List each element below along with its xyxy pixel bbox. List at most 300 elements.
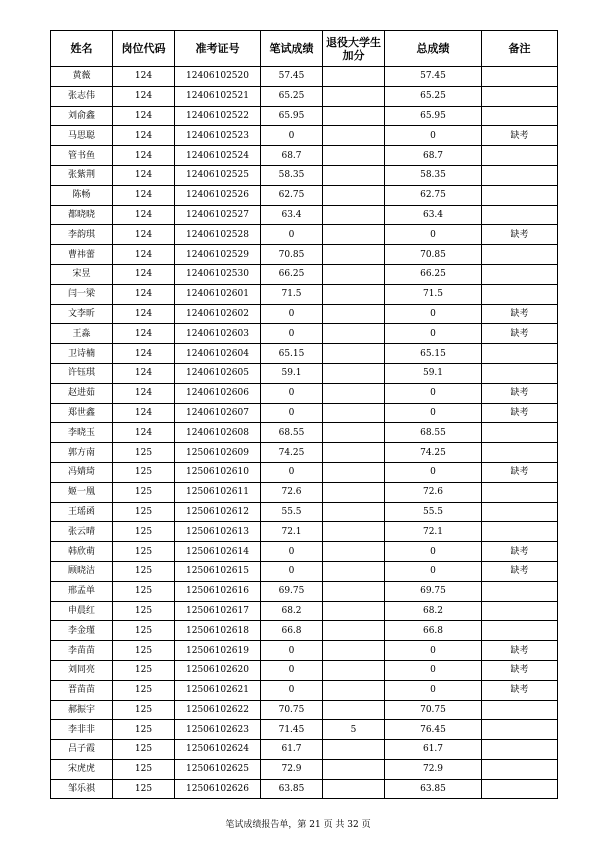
- cell-veteran-bonus: [323, 621, 385, 641]
- cell-written-score: 0: [261, 680, 323, 700]
- table-row: [51, 67, 558, 87]
- table-row: [51, 324, 558, 344]
- cell-written-score: 68.2: [261, 601, 323, 621]
- cell-veteran-bonus: [323, 759, 385, 779]
- cell-remark: 缺考: [482, 403, 558, 423]
- cell-name: 邹乐祺: [51, 779, 113, 799]
- cell-veteran-bonus: [323, 482, 385, 502]
- cell-written-score: 59.1: [261, 363, 323, 383]
- cell-remark: [482, 106, 558, 126]
- cell-written-score: 68.7: [261, 146, 323, 166]
- cell-ticket-number: 12506102613: [175, 522, 261, 542]
- cell-name: 宋虎虎: [51, 759, 113, 779]
- cell-written-score: 0: [261, 225, 323, 245]
- cell-written-score: 65.95: [261, 106, 323, 126]
- table-row: [51, 423, 558, 443]
- cell-written-score: 0: [261, 126, 323, 146]
- cell-name: 冯婧琦: [51, 462, 113, 482]
- table-row: [51, 86, 558, 106]
- cell-position-code: 125: [113, 542, 175, 562]
- cell-veteran-bonus: [323, 284, 385, 304]
- cell-veteran-bonus: [323, 522, 385, 542]
- cell-veteran-bonus: [323, 561, 385, 581]
- cell-remark: [482, 581, 558, 601]
- cell-veteran-bonus: [323, 462, 385, 482]
- cell-veteran-bonus: [323, 67, 385, 87]
- cell-written-score: 72.1: [261, 522, 323, 542]
- cell-remark: [482, 165, 558, 185]
- cell-name: 赵进茹: [51, 383, 113, 403]
- cell-ticket-number: 12506102615: [175, 561, 261, 581]
- cell-position-code: 124: [113, 344, 175, 364]
- cell-total-score: 65.95: [385, 106, 482, 126]
- cell-position-code: 124: [113, 304, 175, 324]
- cell-name: 顾晓洁: [51, 561, 113, 581]
- cell-ticket-number: 12406102524: [175, 146, 261, 166]
- cell-ticket-number: 12506102614: [175, 542, 261, 562]
- cell-name: 闫一梁: [51, 284, 113, 304]
- table-row: [51, 304, 558, 324]
- cell-total-score: 0: [385, 542, 482, 562]
- table-row: [51, 146, 558, 166]
- cell-veteran-bonus: 5: [323, 720, 385, 740]
- cell-position-code: 125: [113, 660, 175, 680]
- cell-position-code: 124: [113, 423, 175, 443]
- header-total-score: 总成绩: [385, 31, 482, 67]
- cell-remark: [482, 700, 558, 720]
- table-row: [51, 363, 558, 383]
- cell-total-score: 72.9: [385, 759, 482, 779]
- table-row: [51, 601, 558, 621]
- cell-position-code: 125: [113, 720, 175, 740]
- cell-position-code: 124: [113, 146, 175, 166]
- cell-total-score: 0: [385, 641, 482, 661]
- cell-veteran-bonus: [323, 601, 385, 621]
- cell-position-code: 125: [113, 740, 175, 760]
- table-row: [51, 106, 558, 126]
- cell-veteran-bonus: [323, 324, 385, 344]
- cell-total-score: 57.45: [385, 67, 482, 87]
- cell-remark: 缺考: [482, 680, 558, 700]
- cell-position-code: 124: [113, 363, 175, 383]
- cell-ticket-number: 12406102529: [175, 245, 261, 265]
- cell-written-score: 63.85: [261, 779, 323, 799]
- cell-ticket-number: 12506102611: [175, 482, 261, 502]
- cell-ticket-number: 12406102522: [175, 106, 261, 126]
- cell-remark: 缺考: [482, 641, 558, 661]
- cell-name: 刘俞鑫: [51, 106, 113, 126]
- cell-written-score: 0: [261, 383, 323, 403]
- header-ticket-number: 准考证号: [175, 31, 261, 67]
- cell-veteran-bonus: [323, 146, 385, 166]
- cell-total-score: 0: [385, 383, 482, 403]
- cell-ticket-number: 12506102621: [175, 680, 261, 700]
- cell-position-code: 124: [113, 403, 175, 423]
- table-header-row: [51, 31, 558, 67]
- cell-name: 卫诗楠: [51, 344, 113, 364]
- cell-remark: 缺考: [482, 225, 558, 245]
- cell-total-score: 0: [385, 561, 482, 581]
- cell-position-code: 124: [113, 86, 175, 106]
- cell-total-score: 55.5: [385, 502, 482, 522]
- cell-written-score: 58.35: [261, 165, 323, 185]
- cell-veteran-bonus: [323, 363, 385, 383]
- table-row: [51, 383, 558, 403]
- cell-total-score: 0: [385, 660, 482, 680]
- cell-ticket-number: 12406102606: [175, 383, 261, 403]
- cell-remark: [482, 720, 558, 740]
- cell-ticket-number: 12406102605: [175, 363, 261, 383]
- cell-remark: [482, 502, 558, 522]
- cell-remark: [482, 205, 558, 225]
- cell-veteran-bonus: [323, 740, 385, 760]
- cell-written-score: 65.25: [261, 86, 323, 106]
- cell-veteran-bonus: [323, 264, 385, 284]
- cell-total-score: 74.25: [385, 443, 482, 463]
- score-sheet: [50, 30, 558, 799]
- cell-ticket-number: 12506102626: [175, 779, 261, 799]
- cell-total-score: 61.7: [385, 740, 482, 760]
- cell-ticket-number: 12506102609: [175, 443, 261, 463]
- table-row: [51, 542, 558, 562]
- cell-written-score: 74.25: [261, 443, 323, 463]
- table-row: [51, 443, 558, 463]
- cell-position-code: 124: [113, 106, 175, 126]
- cell-name: 李金瑾: [51, 621, 113, 641]
- cell-ticket-number: 12406102527: [175, 205, 261, 225]
- cell-written-score: 68.55: [261, 423, 323, 443]
- cell-remark: [482, 344, 558, 364]
- table-row: [51, 165, 558, 185]
- cell-remark: 缺考: [482, 126, 558, 146]
- cell-name: 邢孟单: [51, 581, 113, 601]
- cell-total-score: 0: [385, 324, 482, 344]
- cell-total-score: 68.55: [385, 423, 482, 443]
- cell-ticket-number: 12406102602: [175, 304, 261, 324]
- cell-position-code: 124: [113, 324, 175, 344]
- cell-veteran-bonus: [323, 383, 385, 403]
- cell-position-code: 125: [113, 621, 175, 641]
- cell-written-score: 0: [261, 462, 323, 482]
- cell-written-score: 71.45: [261, 720, 323, 740]
- cell-ticket-number: 12506102619: [175, 641, 261, 661]
- cell-veteran-bonus: [323, 86, 385, 106]
- cell-ticket-number: 12406102601: [175, 284, 261, 304]
- cell-name: 姬一凰: [51, 482, 113, 502]
- cell-ticket-number: 12406102530: [175, 264, 261, 284]
- cell-total-score: 70.85: [385, 245, 482, 265]
- cell-position-code: 124: [113, 67, 175, 87]
- cell-position-code: 125: [113, 502, 175, 522]
- cell-written-score: 72.6: [261, 482, 323, 502]
- table-row: [51, 462, 558, 482]
- cell-total-score: 0: [385, 126, 482, 146]
- cell-name: 陈畅: [51, 185, 113, 205]
- cell-position-code: 125: [113, 482, 175, 502]
- cell-ticket-number: 12406102607: [175, 403, 261, 423]
- cell-remark: [482, 67, 558, 87]
- cell-position-code: 124: [113, 126, 175, 146]
- cell-total-score: 69.75: [385, 581, 482, 601]
- cell-ticket-number: 12506102612: [175, 502, 261, 522]
- cell-position-code: 125: [113, 779, 175, 799]
- cell-veteran-bonus: [323, 185, 385, 205]
- cell-total-score: 62.75: [385, 185, 482, 205]
- cell-position-code: 125: [113, 462, 175, 482]
- table-row: [51, 680, 558, 700]
- cell-remark: [482, 423, 558, 443]
- cell-written-score: 57.45: [261, 67, 323, 87]
- cell-veteran-bonus: [323, 779, 385, 799]
- cell-remark: [482, 146, 558, 166]
- cell-written-score: 0: [261, 561, 323, 581]
- cell-name: 黄薇: [51, 67, 113, 87]
- table-body: [51, 67, 558, 799]
- table-row: [51, 759, 558, 779]
- cell-remark: [482, 443, 558, 463]
- cell-written-score: 0: [261, 324, 323, 344]
- cell-position-code: 124: [113, 205, 175, 225]
- table-row: [51, 205, 558, 225]
- score-table: [50, 30, 558, 799]
- cell-remark: 缺考: [482, 660, 558, 680]
- cell-ticket-number: 12506102623: [175, 720, 261, 740]
- cell-total-score: 68.2: [385, 601, 482, 621]
- cell-name: 李非非: [51, 720, 113, 740]
- cell-name: 张紫荆: [51, 165, 113, 185]
- cell-veteran-bonus: [323, 403, 385, 423]
- cell-ticket-number: 12506102610: [175, 462, 261, 482]
- cell-name: 刘同亮: [51, 660, 113, 680]
- table-row: [51, 185, 558, 205]
- cell-ticket-number: 12406102603: [175, 324, 261, 344]
- cell-name: 郭方南: [51, 443, 113, 463]
- cell-ticket-number: 12406102604: [175, 344, 261, 364]
- cell-total-score: 0: [385, 680, 482, 700]
- cell-position-code: 125: [113, 581, 175, 601]
- cell-name: 晋苗苗: [51, 680, 113, 700]
- cell-ticket-number: 12506102618: [175, 621, 261, 641]
- cell-veteran-bonus: [323, 165, 385, 185]
- cell-remark: [482, 621, 558, 641]
- cell-total-score: 63.85: [385, 779, 482, 799]
- cell-total-score: 59.1: [385, 363, 482, 383]
- cell-remark: [482, 264, 558, 284]
- cell-ticket-number: 12406102521: [175, 86, 261, 106]
- cell-total-score: 76.45: [385, 720, 482, 740]
- cell-remark: [482, 522, 558, 542]
- cell-remark: 缺考: [482, 324, 558, 344]
- cell-veteran-bonus: [323, 641, 385, 661]
- table-row: [51, 344, 558, 364]
- cell-written-score: 0: [261, 304, 323, 324]
- cell-written-score: 55.5: [261, 502, 323, 522]
- cell-name: 郑世鑫: [51, 403, 113, 423]
- cell-total-score: 65.15: [385, 344, 482, 364]
- cell-remark: [482, 601, 558, 621]
- cell-remark: 缺考: [482, 462, 558, 482]
- cell-written-score: 61.7: [261, 740, 323, 760]
- table-row: [51, 403, 558, 423]
- cell-ticket-number: 12406102520: [175, 67, 261, 87]
- cell-remark: 缺考: [482, 383, 558, 403]
- cell-name: 申晨红: [51, 601, 113, 621]
- cell-total-score: 58.35: [385, 165, 482, 185]
- header-veteran-bonus: 退役大学生加分: [323, 31, 385, 67]
- table-row: [51, 284, 558, 304]
- cell-written-score: 71.5: [261, 284, 323, 304]
- cell-veteran-bonus: [323, 304, 385, 324]
- cell-name: 李苗苗: [51, 641, 113, 661]
- cell-total-score: 0: [385, 225, 482, 245]
- cell-ticket-number: 12506102624: [175, 740, 261, 760]
- cell-written-score: 0: [261, 641, 323, 661]
- cell-ticket-number: 12506102616: [175, 581, 261, 601]
- cell-name: 韩欣萌: [51, 542, 113, 562]
- table-row: [51, 700, 558, 720]
- cell-written-score: 0: [261, 660, 323, 680]
- cell-veteran-bonus: [323, 502, 385, 522]
- cell-remark: [482, 245, 558, 265]
- cell-name: 李晓玉: [51, 423, 113, 443]
- table-row: [51, 720, 558, 740]
- header-remark: 备注: [482, 31, 558, 67]
- cell-position-code: 124: [113, 383, 175, 403]
- cell-written-score: 70.75: [261, 700, 323, 720]
- cell-ticket-number: 12506102617: [175, 601, 261, 621]
- cell-total-score: 0: [385, 462, 482, 482]
- header-written-score: 笔试成绩: [261, 31, 323, 67]
- cell-name: 文李昕: [51, 304, 113, 324]
- table-row: [51, 660, 558, 680]
- cell-name: 马思聪: [51, 126, 113, 146]
- cell-written-score: 65.15: [261, 344, 323, 364]
- cell-total-score: 66.8: [385, 621, 482, 641]
- cell-total-score: 63.4: [385, 205, 482, 225]
- cell-remark: [482, 363, 558, 383]
- table-row: [51, 126, 558, 146]
- cell-total-score: 65.25: [385, 86, 482, 106]
- cell-written-score: 0: [261, 403, 323, 423]
- cell-ticket-number: 12506102622: [175, 700, 261, 720]
- cell-ticket-number: 12406102608: [175, 423, 261, 443]
- cell-ticket-number: 12406102525: [175, 165, 261, 185]
- cell-written-score: 66.8: [261, 621, 323, 641]
- cell-remark: 缺考: [482, 304, 558, 324]
- table-row: [51, 522, 558, 542]
- header-position-code: 岗位代码: [113, 31, 175, 67]
- page-footer: 笔试成绩报告单，第 21 页 共 32 页: [225, 820, 371, 830]
- table-row: [51, 561, 558, 581]
- cell-position-code: 125: [113, 700, 175, 720]
- cell-name: 郝振宇: [51, 700, 113, 720]
- cell-veteran-bonus: [323, 225, 385, 245]
- cell-name: 许钰琪: [51, 363, 113, 383]
- cell-name: 都晓晓: [51, 205, 113, 225]
- cell-veteran-bonus: [323, 106, 385, 126]
- cell-position-code: 124: [113, 225, 175, 245]
- cell-position-code: 124: [113, 185, 175, 205]
- cell-position-code: 125: [113, 443, 175, 463]
- cell-written-score: 70.85: [261, 245, 323, 265]
- table-row: [51, 264, 558, 284]
- table-row: [51, 245, 558, 265]
- cell-remark: [482, 284, 558, 304]
- cell-ticket-number: 12406102526: [175, 185, 261, 205]
- cell-veteran-bonus: [323, 344, 385, 364]
- cell-remark: [482, 740, 558, 760]
- cell-veteran-bonus: [323, 126, 385, 146]
- cell-total-score: 71.5: [385, 284, 482, 304]
- cell-veteran-bonus: [323, 245, 385, 265]
- cell-veteran-bonus: [323, 205, 385, 225]
- cell-position-code: 125: [113, 561, 175, 581]
- cell-total-score: 0: [385, 304, 482, 324]
- table-row: [51, 482, 558, 502]
- cell-position-code: 125: [113, 759, 175, 779]
- cell-veteran-bonus: [323, 660, 385, 680]
- cell-total-score: 72.1: [385, 522, 482, 542]
- cell-ticket-number: 12506102625: [175, 759, 261, 779]
- cell-veteran-bonus: [323, 423, 385, 443]
- cell-veteran-bonus: [323, 700, 385, 720]
- table-row: [51, 225, 558, 245]
- table-row: [51, 740, 558, 760]
- table-row: [51, 502, 558, 522]
- cell-written-score: 0: [261, 542, 323, 562]
- cell-name: 曹祎蕾: [51, 245, 113, 265]
- cell-written-score: 72.9: [261, 759, 323, 779]
- cell-name: 王瑶函: [51, 502, 113, 522]
- table-row: [51, 641, 558, 661]
- cell-total-score: 68.7: [385, 146, 482, 166]
- cell-position-code: 125: [113, 641, 175, 661]
- cell-total-score: 72.6: [385, 482, 482, 502]
- cell-total-score: 0: [385, 403, 482, 423]
- table-row: [51, 581, 558, 601]
- cell-position-code: 124: [113, 284, 175, 304]
- cell-remark: [482, 185, 558, 205]
- cell-total-score: 66.25: [385, 264, 482, 284]
- cell-position-code: 124: [113, 245, 175, 265]
- cell-written-score: 66.25: [261, 264, 323, 284]
- cell-name: 张云晴: [51, 522, 113, 542]
- cell-written-score: 69.75: [261, 581, 323, 601]
- cell-written-score: 62.75: [261, 185, 323, 205]
- cell-total-score: 70.75: [385, 700, 482, 720]
- cell-position-code: 125: [113, 522, 175, 542]
- cell-veteran-bonus: [323, 581, 385, 601]
- cell-name: 吕子霞: [51, 740, 113, 760]
- table-row: [51, 621, 558, 641]
- cell-ticket-number: 12406102528: [175, 225, 261, 245]
- header-name: 姓名: [51, 31, 113, 67]
- cell-name: 王淼: [51, 324, 113, 344]
- cell-remark: [482, 759, 558, 779]
- cell-position-code: 125: [113, 601, 175, 621]
- cell-remark: [482, 482, 558, 502]
- cell-remark: 缺考: [482, 561, 558, 581]
- cell-position-code: 124: [113, 264, 175, 284]
- cell-remark: [482, 86, 558, 106]
- table-row: [51, 779, 558, 799]
- cell-ticket-number: 12506102620: [175, 660, 261, 680]
- cell-name: 李韵琪: [51, 225, 113, 245]
- cell-veteran-bonus: [323, 680, 385, 700]
- cell-remark: 缺考: [482, 542, 558, 562]
- cell-written-score: 63.4: [261, 205, 323, 225]
- cell-name: 张志伟: [51, 86, 113, 106]
